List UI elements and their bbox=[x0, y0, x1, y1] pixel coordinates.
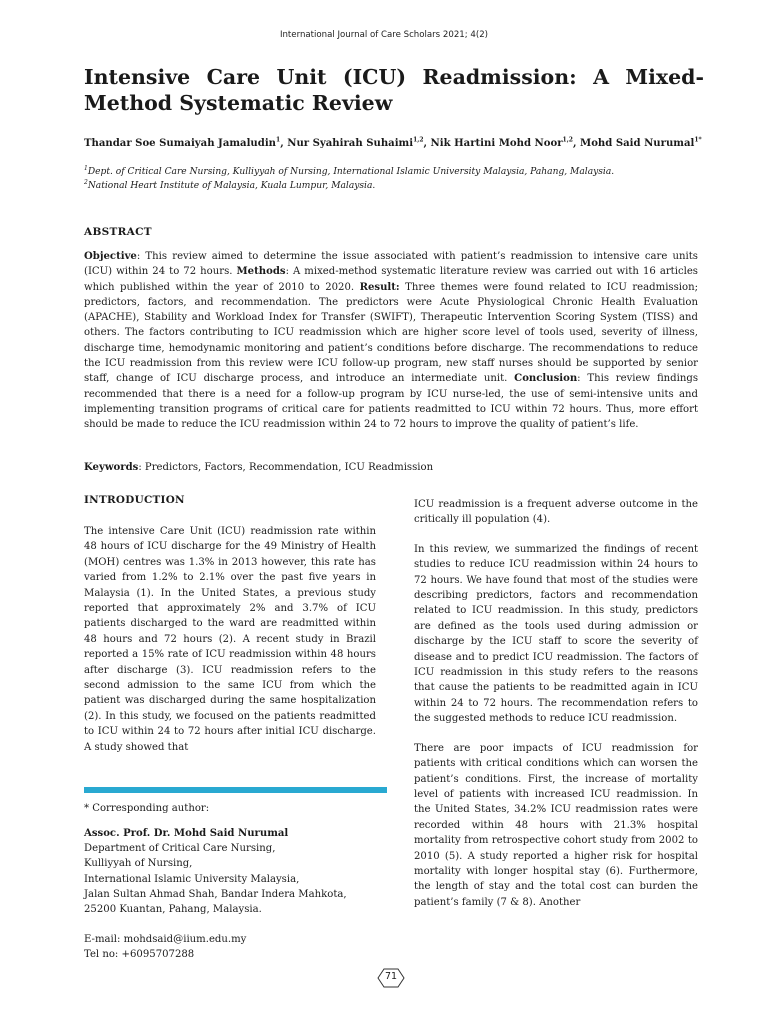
journal-header: International Journal of Care Scholars 2021; 4(2) bbox=[279, 30, 489, 40]
author-sup: 1* bbox=[694, 136, 702, 144]
address-line: Kulliyyah of Nursing, bbox=[84, 858, 193, 870]
abstract-heading: ABSTRACT bbox=[84, 226, 152, 238]
address-line: International Islamic University Malaysia, bbox=[84, 873, 300, 885]
keywords-label: Keywords bbox=[84, 462, 139, 473]
contact-block bbox=[84, 932, 246, 962]
email-text[interactable]: E-mail: mohdsaid@iium.edu.my bbox=[84, 934, 247, 945]
corresponding-author-label: * Corresponding author: bbox=[84, 803, 210, 814]
introduction-heading: INTRODUCTION bbox=[84, 494, 185, 506]
abstract-body bbox=[84, 249, 698, 433]
paper-title: Intensive Care Unit (ICU) Readmission: A Mixed-Method Systematic Review bbox=[84, 65, 704, 115]
right-paragraph-1: ICU readmission is a frequent adverse outcome in the critically ill population (4). bbox=[414, 499, 698, 526]
affiliation-2 bbox=[84, 180, 704, 192]
author-name: Thandar Soe Sumaiyah Jamaludin bbox=[84, 138, 276, 149]
corresponding-author-name: Assoc. Prof. Dr. Mohd Said Nurumal bbox=[84, 828, 289, 839]
address-line: Department of Critical Care Nursing, bbox=[84, 843, 276, 855]
right-paragraph-2: In this review, we summarized the findings of recent studies to reduce ICU readmission within 24 hours to 72 hours. We have found that most of the studies were describing predictors, factors and recommendation related to ICU readmission. In this study, predictors are defined as the tools used during admission or discharge by the ICU staff to score the severity of disease and to predict ICU readmission. The factors of ICU readmission in this study refers to the reasons that cause the patients to be readmitted again in ICU within 24 to 72 hours. The recommendation refers to the suggested methods to reduce ICU readmission. bbox=[414, 543, 698, 725]
corresponding-author-block bbox=[84, 826, 404, 917]
objective-label: Objective bbox=[84, 251, 137, 262]
address-line: 25200 Kuantan, Pahang, Malaysia. bbox=[84, 904, 262, 916]
right-paragraph-3: There are poor impacts of ICU readmission for patients with critical conditions which can worsen the patient’s conditions. First, the increase of mortality level of patients with increased ICU readmission. In the United States, 34.2% ICU readmission rates were recorded within 48 hours with 21.3% hospital mortality from retrospective cohort study from 2002 to 2010 (5). A study reported a higher risk for hospital mortality with longer hospital stay (6). Furthermore, the length of stay and the total cost can burden the patient’s family (7 & 8). Another bbox=[414, 742, 698, 908]
author-sup: 1,2 bbox=[413, 136, 424, 144]
result-label: Result: bbox=[359, 281, 400, 293]
methods-label: Methods bbox=[236, 266, 286, 278]
author-name: Mohd Said Nurumal bbox=[580, 138, 695, 149]
tel-text: Tel no: +6095707288 bbox=[84, 949, 195, 961]
affiliation-sup: 2 bbox=[84, 178, 88, 186]
affiliation-text: Dept. of Critical Care Nursing, Kulliyyah of Nursing, International Islamic University Malaysia, Pahang, Malaysia. bbox=[87, 167, 615, 177]
conclusion-label: Conclusion bbox=[514, 373, 578, 385]
keywords-text: : Predictors, Factors, Recommendation, ICU Readmission bbox=[138, 462, 434, 473]
keywords bbox=[84, 461, 698, 475]
author-list: Thandar Soe Sumaiyah Jamaludin$^1$, Nur Syahirah Suhaimi$^{1,2}$, Nik Hartini Mohd Noor$^{1,2}$, Mohd Said Nurumal$^{1*}$ bbox=[84, 136, 702, 149]
author-sup: 1,2 bbox=[562, 136, 573, 144]
author-name: Nur Syahirah Suhaimi bbox=[287, 138, 414, 149]
introduction-left-paragraph: The intensive Care Unit (ICU) readmission rate within 48 hours of ICU discharge for the 49 Ministry of Health (MOH) centres was 1.3% in 2013 however, this rate has varied from 1.2% to 2.1% over the past five years in Malaysia (1). In the United States, a previous study reported that approximately 2% and 3.7% of ICU patients discharged to the ward are readmitted within 48 hours and 72 hours (2). A recent study in Brazil reported a 15% rate of ICU readmission within 48 hours after discharge (3). ICU readmission refers to the second admission to the same ICU from which the patient was discharged during the same hospitalization (2). In this study, we focused on the patients readmitted to ICU within 24 to 72 hours after initial ICU discharge. A study showed that bbox=[84, 526, 376, 753]
methods-text: : A mixed-method systematic literature review was carried out with 16 articles which published within the year of 2010 to 2020. bbox=[84, 266, 698, 293]
introduction-right-column bbox=[414, 497, 698, 924]
affiliation-1 bbox=[84, 166, 704, 178]
conclusion-text: : This review findings recommended that there is a need for a follow-up program by ICU nurse-led, the use of semi-intensive units and implementing transition programs of critical care for patients readmitted to ICU within 72 hours. Thus, more effort should be made to reduce the ICU readmission within 24 to 72 hours to improve the quality of patient’s life. bbox=[84, 373, 699, 431]
address-line: Jalan Sultan Ahmad Shah, Bandar Indera Mahkota, bbox=[84, 888, 347, 900]
author-name: Nik Hartini Mohd Noor bbox=[430, 138, 563, 149]
affiliation-sup: 1 bbox=[84, 164, 88, 172]
author-sup: 1 bbox=[276, 136, 281, 144]
affiliation-text: National Heart Institute of Malaysia, Kuala Lumpur, Malaysia. bbox=[87, 181, 376, 191]
objective-text: : This review aimed to determine the issue associated with patient’s readmission to intensive care units (ICU) within 24 to 72 hours. bbox=[84, 251, 698, 278]
result-text: Three themes were found related to ICU readmission; predictors, factors, and recommendation. The predictors were Acute Physiological Chronic Health Evaluation (APACHE), Stability and Workload Index for Transfer (SWIFT), Therapeutic Intervention Scoring System (TISS) and others. The factors contributing to ICU readmission which are higher score level of tools used, severity of illness, discharge time, hemodynamic monitoring and patient’s conditions before discharge. The recommendations to reduce the ICU readmission from this review were ICU follow-up program, new staff nurses should be supported by senior staff, change of ICU discharge process, and introduce an intermediate unit. bbox=[84, 281, 698, 385]
footnote-divider bbox=[84, 787, 387, 793]
page-number: 71 bbox=[384, 971, 398, 982]
